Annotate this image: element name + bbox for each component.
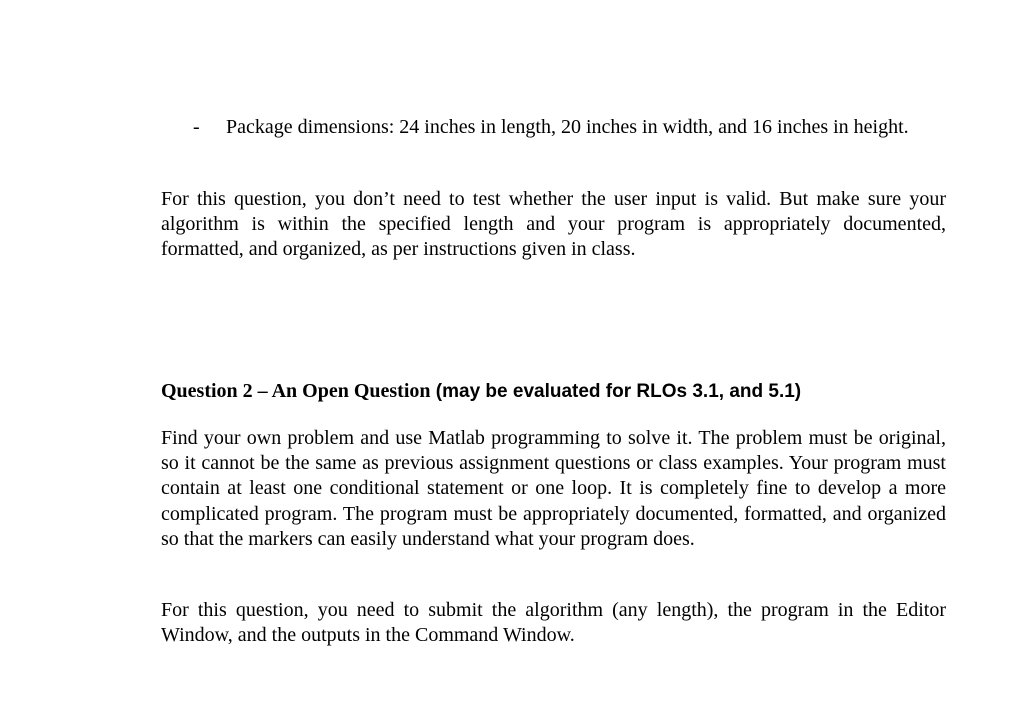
bullet-marker: - <box>193 116 200 138</box>
question-2-heading <box>161 378 946 405</box>
bullet-text: Package dimensions: 24 inches in length, 20 inches in width, and 16 inches in height. <box>226 116 909 138</box>
instructions-paragraph: For this question, you don’t need to test whether the user input is valid. But make sure your algorithm is within the specified length and your program is appropriately documented, formatted, and organized, as per instructions given in class. <box>161 188 946 261</box>
question-2-heading-title: Question 2 – An Open Question <box>161 380 431 402</box>
question-2-heading-rlos: (may be evaluated for RLOs 3.1, and 5.1) <box>430 381 802 402</box>
question-2-description: Find your own problem and use Matlab programming to solve it. The problem must be original, so it cannot be the same as previous assignment questions or class examples. Your program must contain at least one conditional statement or one loop. It is completely fine to develop a more complicated program. The program must be appropriately documented, formatted, and organized so that the markers can easily understand what your program does. <box>161 427 946 550</box>
question-2-submission-instructions: For this question, you need to submit the algorithm (any length), the program in the Editor Window, and the outputs in the Command Window. <box>161 599 946 647</box>
